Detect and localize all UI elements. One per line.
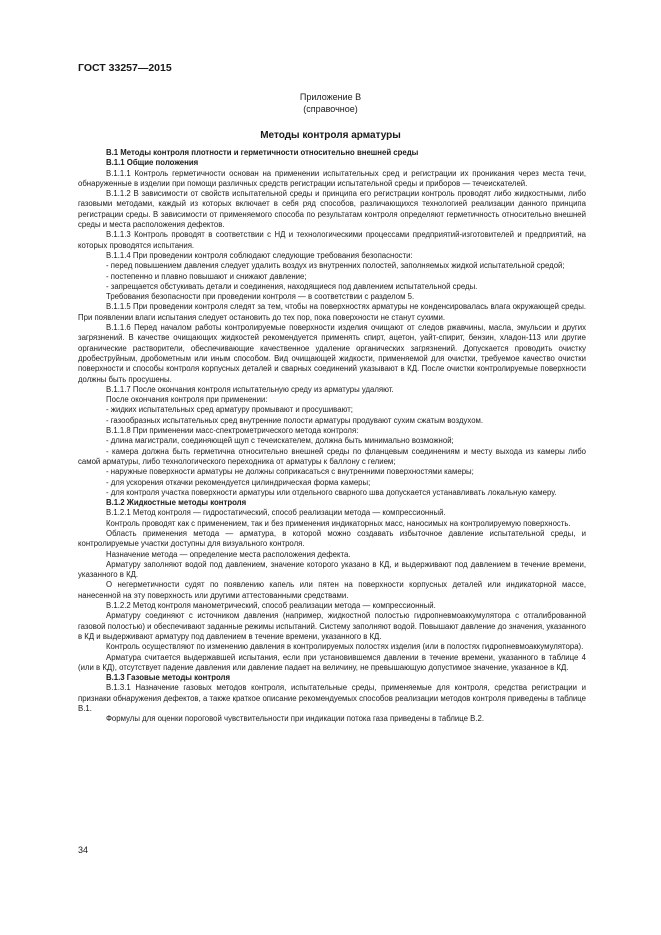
section-heading: В.1 Методы контроля плотности и герметичности относительно внешней среды bbox=[106, 148, 419, 157]
paragraph: Назначение метода — определение места расположения дефекта. bbox=[106, 549, 351, 559]
paragraph: Контроль осуществляют по изменению давления в контролируемых полостях изделия (или в полостях гидропневмоаккумулятора). bbox=[106, 642, 584, 652]
paragraph: В.1.1.8 При применении масс-спектрометрического метода контроля: bbox=[106, 426, 359, 436]
paragraph: В.1.1.4 При проведении контроля соблюдают следующие требования безопасности: bbox=[106, 250, 413, 260]
paragraph: Требования безопасности при проведении контроля — в соответствии с разделом 5. bbox=[106, 292, 415, 302]
paragraph: Формулы для оценки пороговой чувствительности при индикации потока газа приведены в таблице В.2. bbox=[106, 714, 484, 724]
paragraph: В.1.1.6 Перед началом работы контролируемые поверхности изделия очищают от следов ржавчины, масла, эмульсии и других загрязнений. В качестве очищающих жидкостей рекомендуется применять спирт, ацетон, уайт-спирит, бензин, хладон-113 или другие органические растворители, обеспечивающие качественное удаление органических загрязнений. Допускается проводить очистку дробеструйным, дробометным или иным способом. Вид очищающей жидкости, применяемой для очистки, требуемое качество очистки поверхности и способы контроля корпусных деталей и сварных соединений указывают в КД. После очистки контролируемые поверхности должны быть просушены. bbox=[78, 323, 586, 384]
paragraph: В.1.1.1 Контроль герметичности основан на применении испытательных сред и регистрации их проникания через места течи, обнаруженные в изделии при помощи различных средств регистрации испытательной среды и приборов — течеискателей. bbox=[78, 168, 586, 188]
paragraph: После окончания контроля при применении: bbox=[106, 395, 268, 405]
section-heading: В.1.3 Газовые методы контроля bbox=[106, 673, 231, 683]
paragraph: Область применения метода — арматура, в которой можно создавать избыточное давление испытательной среды, и контролируемые участки доступны для визуального контроля. bbox=[78, 528, 586, 549]
paragraph: - жидких испытательных сред арматуру промывают и просушивают; bbox=[106, 405, 353, 415]
paragraph: О негерметичности судят по появлению капель или пятен на поверхности корпусных деталей или индикаторной массе, нанесенной на эту поверхность или другими аттестованными средствами. bbox=[78, 580, 586, 600]
paragraph: - камера должна быть герметична относительно внешней среды по фланцевым соединениям и месту выхода из камеры либо самой арматуры, либо технологического переходника от арматуры к баллону с гелием; bbox=[78, 446, 586, 466]
paragraph: - газообразных испытательных сред внутренние полости арматуры продувают сухим сжатым воздухом. bbox=[106, 415, 484, 425]
paragraph: Арматуру заполняют водой под давлением, значение которого указано в КД, и выдерживают под давлением в течение времени, указанного в КД. bbox=[78, 559, 586, 580]
paragraph: - запрещается обстукивать детали и соединения, находящиеся под давлением испытательной среды. bbox=[106, 281, 478, 291]
paragraph: - постепенно и плавно повышают и снижают давление; bbox=[106, 271, 307, 281]
paragraph: - для контроля участка поверхности арматуры или отдельного сварного шва допускается устанавливать локальную камеру. bbox=[106, 487, 557, 497]
body-text bbox=[78, 148, 586, 725]
paragraph: В.1.3.1 Назначение газовых методов контроля, испытательные среды, применяемые для контроля, средства регистрации и признаки обнаружения дефектов, а также краткое описание рекомендуемых способов реализации методов контроля приведены в таблице В.1. bbox=[78, 683, 586, 714]
paragraph: В.1.1.3 Контроль проводят в соответствии с НД и технологическими процессами предприятий-изготовителей и предприятий, на которых проводятся испытания. bbox=[78, 230, 586, 250]
appendix-type: (справочное) bbox=[303, 104, 358, 114]
paragraph: - длина магистрали, соединяющей щуп с течеискателем, должна быть минимально возможной; bbox=[106, 436, 454, 446]
paragraph: - перед повышением давления следует удалить воздух из внутренних полостей, заполняемых жидкой испытательной средой; bbox=[106, 261, 565, 271]
paragraph: В.1.1.5 При проведении контроля следят за тем, чтобы на поверхностях арматуры не конденсировалась влага окружающей среды. При появлении влаги испытания следует остановить до тех пор, пока поверхности не станут сухими. bbox=[78, 302, 586, 322]
paragraph: В.1.1.2 В зависимости от свойств испытательной среды и принципа его регистрации контроль проводят либо жидкостными, либо газовыми методами, каждый из которых включает в себя ряд способов, различающихся технологией реализации данного принципа регистрации среды. В зависимости от применяемого способа по результатам контроля определяют герметичность относительно внешней среды и места расположения дефектов. bbox=[78, 189, 586, 230]
section-heading: В.1.2 Жидкостные методы контроля bbox=[106, 498, 247, 508]
paragraph: Арматуру соединяют с источником давления (например, жидкостной полостью гидропневмоаккумулятора с отгалиброванной газовой полостью) и обеспечивают заданные режимы испытаний. Систему заполняют водой. Повышают давление до значения, указанного в КД и выдерживают арматуру под давлением в течение времени, указанного в КД. bbox=[78, 611, 586, 641]
paragraph: В.1.2.2 Метод контроля манометрический, способ реализации метода — компрессионный. bbox=[106, 601, 436, 611]
paragraph: - для ускорения откачки рекомендуется цилиндрическая форма камеры; bbox=[106, 477, 371, 487]
paragraph: Арматура считается выдержавшей испытания, если при установившемся давлении в течение времени, указанного в таблице 4 (или в КД), отсутствует падение давления или давление падает на величину, не превышающую допустимое значение, указанное в КД. bbox=[78, 652, 586, 672]
paragraph: - наружные поверхности арматуры не должны соприкасаться с внутренними поверхностями камеры; bbox=[106, 467, 474, 477]
appendix-label: Приложение В bbox=[299, 92, 362, 102]
standard-header: ГОСТ 33257—2015 bbox=[78, 62, 172, 74]
section-heading: В.1.1 Общие положения bbox=[106, 158, 199, 168]
page-number: 34 bbox=[78, 845, 89, 855]
paragraph: В.1.1.7 После окончания контроля испытательную среду из арматуры удаляют. bbox=[106, 384, 394, 394]
section-title: Методы контроля арматуры bbox=[260, 130, 401, 141]
paragraph: Контроль проводят как с применением, так и без применения индикаторных масс, наносимых на контролируемую поверхность. bbox=[106, 518, 571, 528]
paragraph: В.1.2.1 Метод контроля — гидростатический, способ реализации метода — компрессионный. bbox=[106, 508, 446, 518]
